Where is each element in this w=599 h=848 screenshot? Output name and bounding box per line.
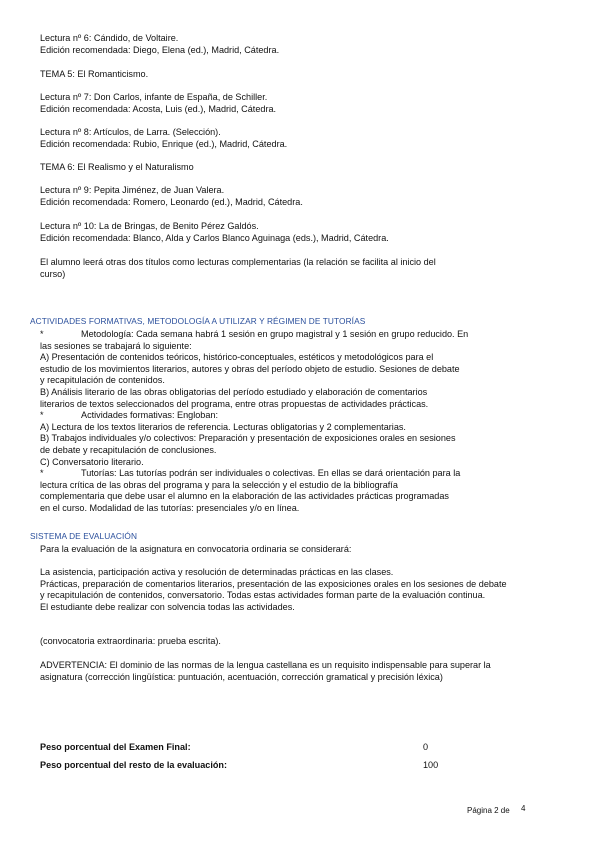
final-exam-weight-value: 0 [423, 742, 429, 752]
activities-body [40, 329, 570, 515]
reading-title: Lectura nº 10: La de Bringas, de Benito Pérez Galdós. [40, 221, 259, 231]
text-line: en el curso. Modalidad de las tutorías: presenciales y/o en línea. [40, 502, 300, 513]
methodology-text: Metodología: Cada semana habrá 1 sesión en grupo magistral y 1 sesión en grupo reducido. En [81, 329, 469, 339]
page-indicator: Página 2 de [467, 806, 510, 815]
formative-line [40, 410, 570, 422]
text-line: C) Conversatorio literario. [40, 456, 144, 467]
text-line: y recapitulación de contenidos, conversatorio. Todas estas actividades forman parte de la evaluación continua. [40, 590, 486, 601]
text-line: A) Presentación de contenidos teóricos, histórico-conceptuales, estéticos y metodológicos para el [40, 352, 434, 363]
bullet-marker: * [40, 329, 44, 339]
text-line: y recapitulación de contenidos. [40, 375, 165, 386]
warning-note [40, 660, 570, 683]
activities-heading: ACTIVIDADES FORMATIVAS, METODOLOGÍA A UTILIZAR Y RÉGIMEN DE TUTORÍAS [30, 316, 366, 326]
theme-6 [40, 162, 560, 174]
text-line: las sesiones se trabajará lo siguiente: [40, 340, 192, 351]
reading-10 [40, 221, 560, 244]
text-line: Prácticas, preparación de comentarios literarios, presentación de las exposiciones orales en los sesiones de debate [40, 578, 507, 589]
text-line: A) Lectura de los textos literarios de referencia. Lecturas obligatorias y 2 complementarias. [40, 421, 406, 432]
theme-5 [40, 69, 560, 81]
extraordinary-note: (convocatoria extraordinaria: prueba escrita). [40, 636, 221, 646]
note-line: curso) [40, 268, 66, 279]
text-line: B) Análisis literario de las obras obligatorias del período estudiado y elaboración de comentarios [40, 386, 428, 397]
reading-8 [40, 127, 560, 150]
reading-7 [40, 92, 560, 115]
reading-6 [40, 33, 560, 56]
text-line: ADVERTENCIA: El dominio de las normas de la lengua castellana es un requisito indispensable para superar la [40, 660, 491, 670]
reading-title: Lectura nº 7: Don Carlos, infante de España, de Schiller. [40, 92, 268, 102]
evaluation-body [40, 567, 570, 613]
text-line: La asistencia, participación activa y resolución de determinadas prácticas en las clases. [40, 567, 394, 577]
tutorials-text: Tutorías: Las tutorías podrán ser individuales o colectivas. En ellas se dará orientación para la [81, 468, 461, 479]
text-line: complementaria que debe usar el alumno en la elaboración de las actividades prácticas programadas [40, 491, 449, 502]
theme-title: TEMA 5: El Romanticismo. [40, 69, 149, 79]
page-total: 4 [521, 804, 526, 813]
text-line: asignatura (corrección lingüística: puntuación, acentuación, corrección gramatical y precisión léxica) [40, 671, 443, 682]
evaluation-heading: SISTEMA DE EVALUACIÓN [30, 531, 138, 541]
rest-weight-label: Peso porcentual del resto de la evaluación: [40, 760, 227, 770]
final-exam-weight-label: Peso porcentual del Examen Final: [40, 742, 191, 752]
bullet-marker: * [40, 410, 44, 421]
reading-edition: Edición recomendada: Romero, Leonardo (ed.), Madrid, Cátedra. [40, 196, 303, 207]
theme-title: TEMA 6: El Realismo y el Naturalismo [40, 162, 194, 172]
reading-edition: Edición recomendada: Blanco, Alda y Carlos Blanco Aguinaga (eds.), Madrid, Cátedra. [40, 232, 389, 243]
text-line: estudio de los movimientos literarios, autores y obras del período objeto de estudio. Sesiones de debate [40, 363, 460, 374]
reading-title: Lectura nº 6: Cándido, de Voltaire. [40, 33, 179, 43]
text-line: El estudiante debe realizar con solvencia todas las actividades. [40, 601, 295, 612]
reading-edition: Edición recomendada: Acosta, Luis (ed.), Madrid, Cátedra. [40, 103, 277, 114]
reading-title: Lectura nº 8: Artículos, de Larra. (Selección). [40, 127, 221, 137]
text-line: B) Trabajos individuales y/o colectivos: Preparación y presentación de exposiciones orales en sesiones [40, 433, 456, 444]
text-line: de debate y recapitulación de conclusiones. [40, 444, 217, 455]
text-line: lectura crítica de las obras del programa y para la selección y el estudio de la bibliografía [40, 479, 398, 490]
reading-edition: Edición recomendada: Rubio, Enrique (ed.), Madrid, Cátedra. [40, 138, 288, 149]
evaluation-intro: Para la evaluación de la asignatura en convocatoria ordinaria se considerará: [40, 544, 352, 554]
text-line: literarios de textos seleccionados del programa, entre otras propuestas de actividades prácticas. [40, 398, 429, 409]
tutorials-line [40, 468, 570, 480]
bullet-marker: * [40, 468, 44, 479]
note-line: El alumno leerá otras dos títulos como lecturas complementarias (la relación se facilita al inicio del [40, 257, 436, 267]
reading-9 [40, 185, 560, 208]
methodology-line [40, 329, 570, 341]
complementary-note [40, 257, 560, 280]
reading-edition: Edición recomendada: Diego, Elena (ed.), Madrid, Cátedra. [40, 44, 280, 55]
reading-title: Lectura nº 9: Pepita Jiménez, de Juan Valera. [40, 185, 225, 195]
rest-weight-value: 100 [423, 760, 439, 770]
formative-text: Actividades formativas: Engloban: [81, 410, 218, 421]
